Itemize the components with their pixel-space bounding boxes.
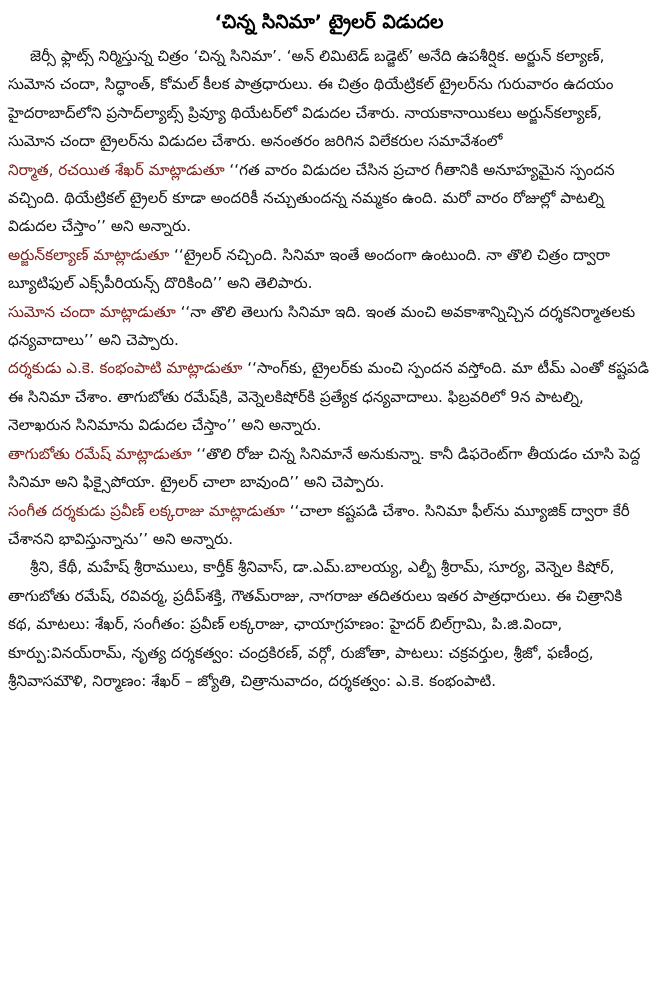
paragraph-text: ‘‘నా తొలి తెలుగు సినిమా ఇది. ఇంత మంచి అవకాశాన్నిచ్చిన దర్శకనిర్మాతలకు ధన్యవాదాలు’’ అని చెప్పారు. (8, 302, 636, 350)
speaker-label: సుమోన చందా మాట్లాడుతూ (8, 302, 176, 321)
paragraph-text: ‘‘సాంగ్‌కు, ట్రైలర్‌కు మంచి స్పందన వస్తోంది. మా టీమ్ ఎంతో కష్టపడి ఈ సినిమా చేశాం. తాగుబోతు రమేష్‌కి, వెన్నెలకిషోర్‌కి ప్రత్యేక ధన్యవాదాలు. ఫిబ్రవరిలో 9న పాటల్ని, నెలాఖరున సినిమాను విడుదల చేస్తాం’’ అని అన్నారు. (8, 359, 649, 435)
article-paragraph-comedian (8, 440, 650, 497)
speaker-label: నిర్మాత, రచయిత శేఖర్ మాట్లాడుతూ (8, 160, 225, 179)
article-title: ‘చిన్న సినిమా’ ట్రైలర్ విడుదల (214, 11, 444, 33)
article-paragraph-heroine (8, 298, 650, 355)
paragraph-text: శ్రీని, కేథీ, మహేష్ శ్రీరాములు, కార్తీక్ శ్రీనివాస్, డా.ఎమ్.బాలయ్య, ఎల్బీ శ్రీరామ్, సూర్య, వెన్నెల కిషోర్, తాగుబోతు రమేష్, రవివర్మ, ప్రదీప్‌శక్తి, గౌతమ్‌రాజు, నాగరాజు తదితరులు ఇతర పాత్రధారులు. ఈ చిత్రానికి కథ, మాటలు: శేఖర్, సంగీతం: ప్రవీణ్ లక్కరాజు, ఛాయాగ్రహణం: హైదర్ బిల్‌గ్రామి, పి.జి.విందా, కూర్పు:వినయ్‌రామ్, నృత్య దర్శకత్వం: చంద్రకిరణ్, వర్గో, రుజోతా, పాటలు: చక్రవర్తుల, శ్రీజో, ఫణీంద్ర, శ్రీనివాసమౌళి, నిర్మాణం: శేఖర్ – జ్యోతి, చిత్రానువాదం, దర్శకత్వం: ఎ.కె. కంభంపాటి. (8, 558, 623, 690)
paragraph-text: ‘‘ట్రైలర్ నచ్చింది. సినిమా ఇంతే అందంగా ఉంటుంది. నా తొలి చిత్రం ద్వారా బ్యూటిఫుల్ ఎక్స్‌పీరియన్స్ దొరికింది’’ అని తెలిపారు. (8, 245, 610, 293)
article-paragraph-music-director (8, 497, 650, 554)
article-paragraph-intro (8, 42, 650, 156)
article-paragraph-credits (8, 553, 650, 695)
paragraph-text: ‘‘చాలా కష్టపడి చేశాం. సినిమా ఫీల్‌ను మ్యూజిక్ ద్వారా కేరీ చేశానని భావిస్తున్నాను’’ అని అన్నారు. (8, 501, 630, 548)
speaker-label: సంగీత దర్శకుడు ప్రవీణ్ లక్కరాజు మాట్లాడుతూ (8, 501, 285, 520)
article-paragraph-hero (8, 241, 650, 298)
paragraph-text: ‘‘తొలి రోజు చిన్న సినిమానే అనుకున్నా. కానీ డిఫరెంట్‌గా తీయడం చూసి పెద్ద సినిమా అని ఫిక్సైపోయా. ట్రైలర్ చాలా బావుంది’’ అని చెప్పారు. (8, 444, 641, 492)
speaker-label: తాగుబోతు రమేష్ మాట్లాడుతూ (8, 444, 192, 463)
paragraph-text: జెర్సీ ఫ్లాట్స్ నిర్మిస్తున్న చిత్రం ‘చిన్న సినిమా’. ‘అన్ లిమిటెడ్ బడ్జెట్’ అనేది ఉపశీర్షిక. అర్జున్ కల్యాణ్, సుమోన చందా, సిద్ధాంత్, కోమల్ కీలక పాత్రధారులు. ఈ చిత్రం థియేట్రికల్ ట్రైలర్‌ను గురువారం ఉదయం హైదరాబాద్‌లోని ప్రసాద్‌ల్యాబ్స్ ప్రివ్యూ థియేటర్‌లో విడుదల చేశారు. నాయకానాయికలు అర్జున్‌కల్యాణ్, సుమోన చందా ట్రైలర్‌ను విడుదల చేశారు. అనంతరం జరిగిన విలేకరుల సమావేశంలో (8, 47, 614, 151)
paragraph-text: ‘‘గత వారం విడుదల చేసిన ప్రచార గీతానికి అనూహ్యమైన స్పందన వచ్చింది. థియేట్రికల్ ట్రైలర్ కూడా అందరికీ నచ్చుతుందన్న నమ్మకం ఉంది. మరో వారం రోజుల్లో పాటల్ని విడుదల చేస్తాం’’ అని అన్నారు. (8, 160, 615, 236)
article-paragraph-director (8, 354, 650, 439)
speaker-label: దర్శకుడు ఎ.కె. కంభంపాటి మాట్లాడుతూ (8, 359, 243, 378)
speaker-label: అర్జున్‌కల్యాణ్ మాట్లాడుతూ (8, 245, 170, 264)
article-paragraph-producer (8, 156, 650, 241)
